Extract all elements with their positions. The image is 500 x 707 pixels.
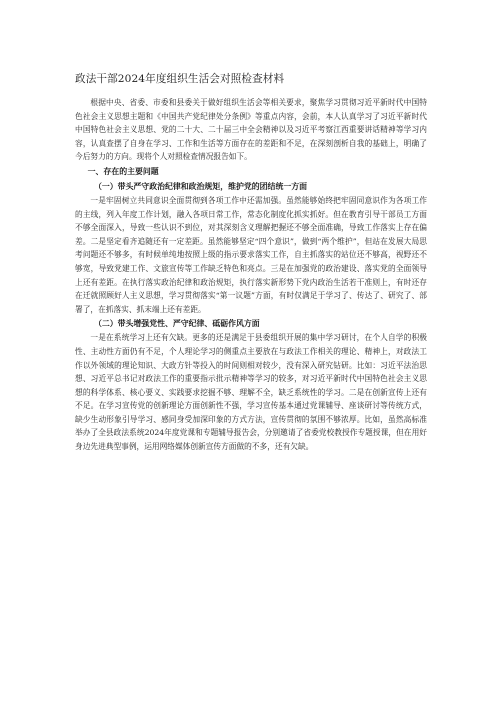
intro-paragraph: 根据中央、省委、市委和县委关于做好组织生活会等相关要求，聚焦学习贯彻习近平新时代中国特色社会主义思想主题和《中国共产党纪律处分条例》等重点内容，会前，本人认真学习了习近平新时代中国特色社会主义思想、党的二十大、二十届三中全会精神以及习近平考察江西重要讲话精神等学习内容，认真查摆了自身在学习、工作和生活等方面存在的差距和不足，在深刻剖析自我的基础上，明确了今后努力的方向。现将个人对照检查情况报告如下。 (75, 98, 427, 162)
subsection-heading-political-discipline: （一）带头严守政治纪律和政治规矩，维护党的团结统一方面 (93, 181, 308, 191)
document-title: 政法干部2024年度组织生活会对照检查材料 (75, 73, 285, 85)
subsection-heading-party-spirit: （二）带头增强党性、严守纪律、砥砺作风方面 (93, 319, 260, 329)
subsection-paragraph-party-spirit: 一是在系统学习上还有欠缺。更多的还是满足于县委组织开展的集中学习研讨，在个人自学的积极性、主动性方面仍有不足，个人理论学习的侧重点主要放在与政法工作相关的理论、精神上，对政法工作以外领域的理论知识、大政方针等投入的时间则相对较少，没有深入研究钻研。比如：习近平法治思想、习近平总书记对政法工作的重要指示批示精神等学习的较多，对习近平新时代中国特色社会主义思想的科学体系、核心要义、实践要求挖掘不够、理解不全，缺乏系统性的学习。二是在创新宣传上还有不足。在学习宣传党的创新理论方面创新性不强，学习宣传基本通过党课辅导、座谈研讨等传统方式，缺少生动形象引导学习、感同身受加深印象的方式方法，宣传贯彻的氛围不够浓厚。比如，虽然高标准举办了全县政法系统2024年度党课和专题辅导报告会，分别邀请了省委党校教授作专题授课，但在用好身边先进典型事例，运用网络媒体创新宣传方面做的不多，还有欠缺。 (75, 333, 427, 452)
section-heading-main-problems: 一、存在的主要问题 (87, 166, 159, 176)
subsection-paragraph-political-discipline: 一是牢固树立共同意识全面贯彻到各项工作中还需加强。虽然能够始终把牢固同意识作为各项工作的主线，列入年度工作计划，融入各项日常工作，常态化制度化抓实抓好。但在教育引导干部员工方面不够全面深入，导致一些认识不到位，对其深刻含义理解把握还不够全面准确，导致工作落实上存在偏差。二是坚定看齐追随还有一定差距。虽然能够坚定“四个意识”，做到“两个维护”，但站在发展大局思考问题还不够多，有时候单纯地按照上级的指示要求落实工作，自主抓落实的站位还不够高，视野还不够宽，导致党建工作、文旅宣传等工作缺乏特色和亮点。三是在加强党的政治建设、落实党的全面领导上还有差距。在执行落实政治纪律和政治规矩，执行落实新形势下党内政治生活若干准则上，有时还存在迁就照顾好人主义思想，学习贯彻落实“第一议题”方面，有时仅满足于学习了、传达了、研究了、部署了，在抓落实、抓末端上还有差距。 (75, 195, 427, 314)
document-body (75, 72, 427, 454)
